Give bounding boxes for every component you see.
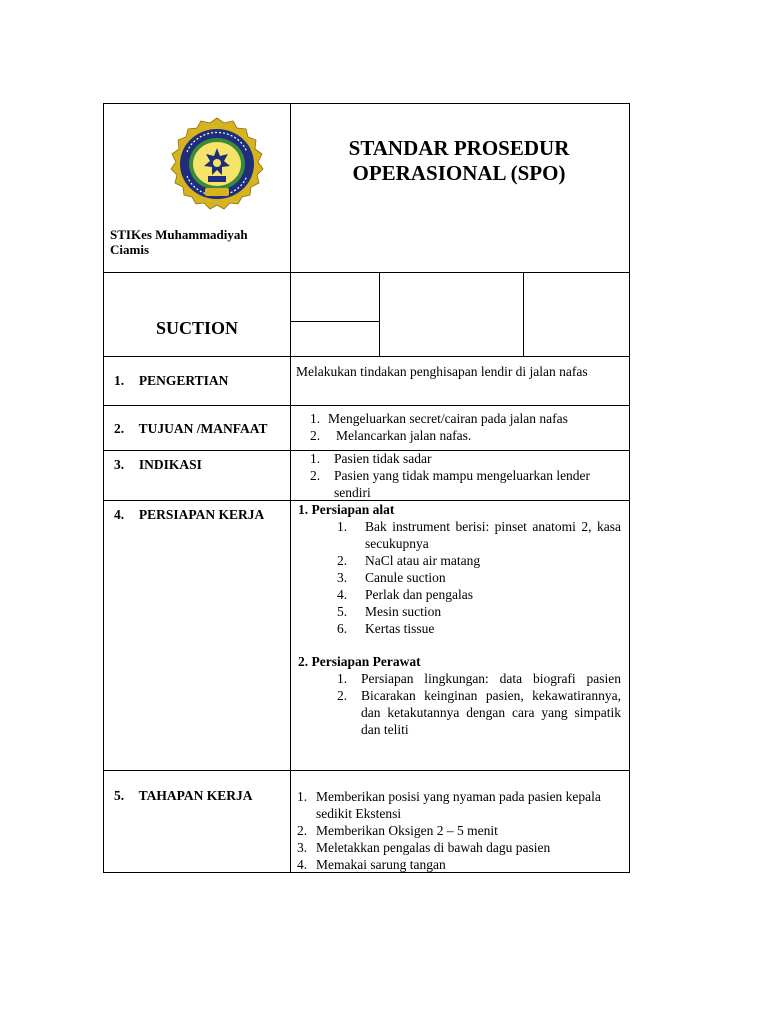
list-item: 1. Persiapan lingkungan: data biografi pasien — [337, 671, 621, 686]
list-item: 1. Pasien tidak sadar — [310, 451, 432, 466]
list-item: 2. Bicarakan keinginan pasien, kekawatirannya, dan ketakutannya dengan cara yang simpatik dan teliti — [337, 688, 621, 737]
title-line-2: OPERASIONAL (SPO) — [352, 161, 566, 185]
row-label-persiapan — [114, 506, 264, 523]
pengertian-text: Melakukan tindakan penghisapan lendir di jalan nafas — [296, 364, 588, 379]
row-label: PENGERTIAN — [138, 373, 229, 388]
row-label-pengertian — [114, 372, 228, 389]
stikes-muhammadiyah-ciamis-seal-icon — [164, 115, 270, 213]
list-item: 2. Melancarkan jalan nafas. — [310, 428, 472, 443]
title-line-1: STANDAR PROSEDUR — [348, 136, 570, 160]
list-item: 1. Mengeluarkan secret/cairan pada jalan nafas — [310, 411, 568, 426]
row-label-tujuan — [114, 420, 268, 437]
persiapan-perawat-list — [337, 670, 621, 738]
list-item: 2. Memberikan Oksigen 2 – 5 menit — [297, 823, 498, 838]
row-number: 4. — [114, 507, 125, 522]
list-item: 4. Memakai sarung tangan — [297, 857, 446, 872]
procedure-name: SUCTION — [155, 318, 239, 338]
row-number: 2. — [114, 421, 125, 436]
tujuan-list — [310, 410, 625, 444]
list-item: 2. Pasien yang tidak mampu mengeluarkan lender sendiri — [310, 468, 591, 500]
row-label: TAHAPAN KERJA — [138, 788, 253, 803]
row-label: TUJUAN /MANFAAT — [138, 421, 268, 436]
list-item: 6. Kertas tissue — [337, 621, 435, 636]
persiapan-alat-list — [337, 518, 621, 637]
row-label-indikasi — [114, 456, 202, 473]
institution-name: STIKes Muhammadiyah Ciamis — [110, 227, 248, 257]
row-label: INDIKASI — [138, 457, 202, 472]
list-item: 4. Perlak dan pengalas — [337, 587, 473, 602]
row-number: 3. — [114, 457, 125, 472]
list-item: 3. Meletakkan pengalas di bawah dagu pasien — [297, 840, 551, 855]
list-item: 1. Memberikan posisi yang nyaman pada pasien kepala sedikit Ekstensi — [297, 789, 601, 821]
persiapan-alat-heading: 1. Persiapan alat — [298, 502, 395, 517]
list-item: 3. Canule suction — [337, 570, 446, 585]
row-number: 5. — [114, 788, 125, 803]
row-label-tahapan — [114, 787, 253, 804]
indikasi-list — [310, 450, 620, 501]
row-label: PERSIAPAN KERJA — [138, 507, 265, 522]
list-item: 1. Bak instrument berisi: pinset anatomi 2, kasa secukupnya — [337, 519, 621, 551]
persiapan-perawat-heading: 2. Persiapan Perawat — [298, 654, 421, 669]
row-number: 1. — [114, 373, 125, 388]
tahapan-list — [297, 788, 612, 873]
list-item: 5. Mesin suction — [337, 604, 442, 619]
document-title — [290, 136, 628, 186]
list-item: 2. NaCl atau air matang — [337, 553, 481, 568]
